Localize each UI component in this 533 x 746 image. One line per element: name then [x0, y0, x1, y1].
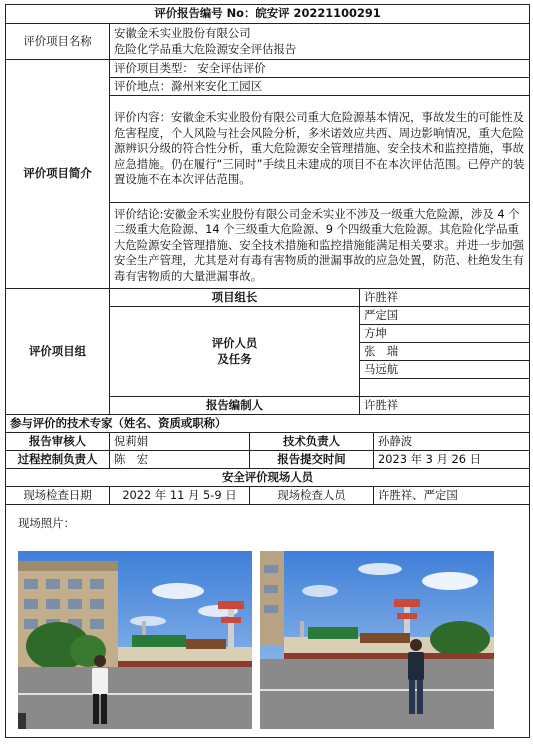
- team-member: 马远航: [360, 361, 530, 379]
- team-leader-name: 许胜祥: [360, 289, 530, 307]
- project-conclusion: 评价结论:安徽金禾实业股份有限公司金禾实业不涉及一级重大危险源，涉及 4 个二级重大危险源、14 个三级重大危险源、9 个四级重大危险源。其危险化学品重大危险源安全管理措施、安全技术措施和监控措施能满足相关要求。并进一步加强安全生产管理，尤其是对有毒有害物质的泄漏事故的应急处置，防范、杜绝发生有毒有害物质的大量泄漏事故。: [110, 203, 530, 289]
- tech-lead-name: 孙静波: [374, 433, 530, 451]
- submit-date-label: 报告提交时间: [250, 451, 374, 469]
- reviewer-label: 报告审核人: [6, 433, 110, 451]
- site-photos-label: 现场照片：: [18, 516, 75, 530]
- site-photos-cell: [6, 505, 530, 738]
- process-control-label: 过程控制负责人: [6, 451, 110, 469]
- project-name-report: 危险化学品重大危险源安全评估报告: [114, 41, 297, 56]
- report-editor-label: 报告编制人: [110, 397, 360, 415]
- submit-date-value: 2023 年 3 月 26 日: [374, 451, 530, 469]
- project-name-value: [110, 24, 530, 60]
- tech-lead-label: 技术负责人: [250, 433, 374, 451]
- project-type: 评价项目类型： 安全评估评价: [110, 60, 530, 78]
- site-photo-2: [260, 551, 494, 729]
- project-content: 评价内容：安徽金禾实业股份有限公司重大危险源基本情况，事故发生的可能性及危害程度，个人风险与社会风险分析，多米诺效应共西、周边影响情况，重大危险源辨识分级的符合性分析，重大危险源安全管理措施、安全技术和监控措施，事故应急措施。仍在履行“三同时”手续且未建成的项目不在本次评估范围。已停产的装置设施不在本次评估范围。: [110, 96, 530, 203]
- team-member: [360, 379, 530, 397]
- project-name-company: 安徽金禾实业股份有限公司: [114, 26, 251, 40]
- report-editor-name: 许胜祥: [360, 397, 530, 415]
- project-name-label: 评价项目名称: [6, 24, 110, 60]
- team-members-label: 评价人员 及任务: [110, 307, 360, 397]
- project-location: 评价地点：滁州来安化工园区: [110, 78, 530, 96]
- site-photo-1: [18, 551, 252, 729]
- site-check-people-value: 许胜祥、严定国: [374, 487, 530, 505]
- report-number-title: 评价报告编号 No：皖安评 20221100291: [6, 5, 530, 24]
- report-table: [5, 4, 530, 738]
- reviewer-name: 倪莉娟: [110, 433, 250, 451]
- project-summary-label: 评价项目简介: [6, 60, 110, 289]
- experts-heading: 参与评价的技术专家（姓名、资质或职称）: [6, 415, 530, 433]
- site-check-date-value: 2022 年 11 月 5-9 日: [110, 487, 250, 505]
- site-check-people-label: 现场检查人员: [250, 487, 374, 505]
- process-control-name: 陈 宏: [110, 451, 250, 469]
- site-personnel-heading: 安全评价现场人员: [6, 469, 530, 487]
- team-member: 严定国: [360, 307, 530, 325]
- project-team-label: 评价项目组: [6, 289, 110, 415]
- team-leader-label: 项目组长: [110, 289, 360, 307]
- team-member: 张 瑞: [360, 343, 530, 361]
- site-check-date-label: 现场检查日期: [6, 487, 110, 505]
- team-member: 方坤: [360, 325, 530, 343]
